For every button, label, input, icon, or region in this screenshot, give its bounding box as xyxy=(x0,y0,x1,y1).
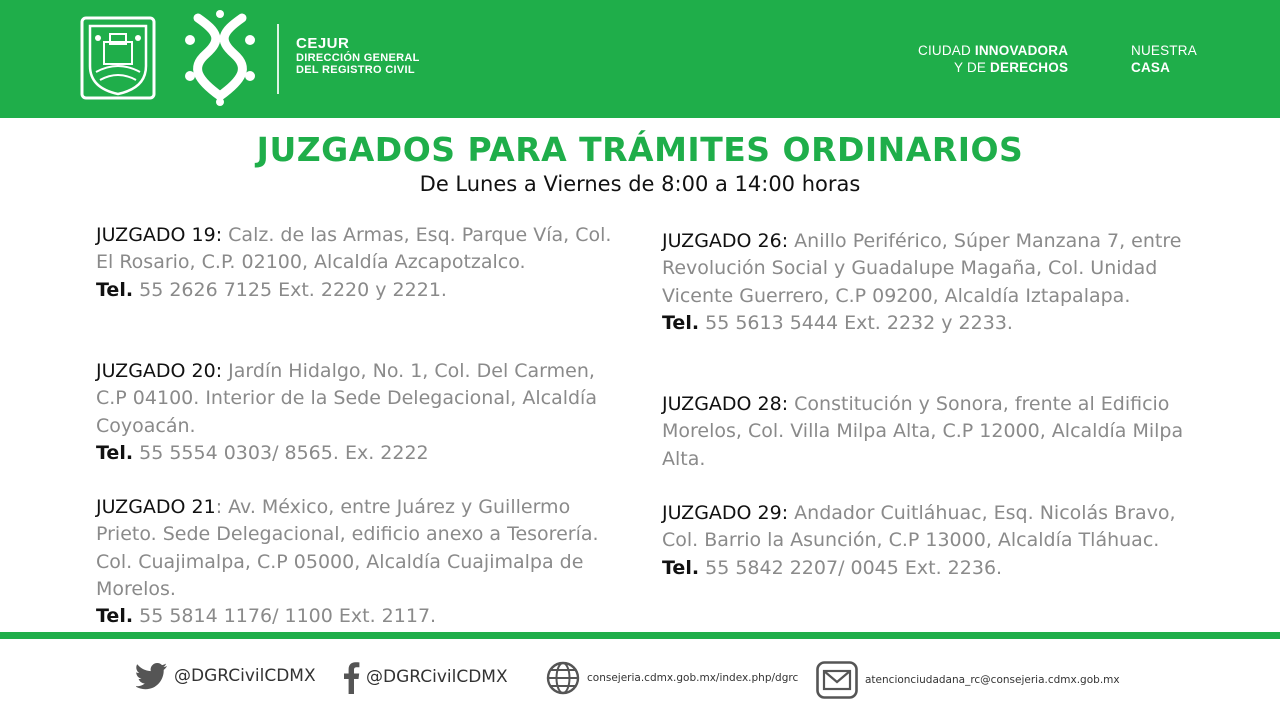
tel-label: Tel. xyxy=(662,556,700,579)
court-address: Andador Cuitláhuac, Esq. Nicolás Bravo, Col. Barrio la Asunción, C.P 13000, Alcaldía Tláhuac. xyxy=(662,502,1176,552)
cdmx-logo-icon xyxy=(178,10,262,106)
coat-of-arms-icon xyxy=(80,16,156,100)
org-block xyxy=(296,36,420,76)
tel-label: Tel. xyxy=(96,278,134,301)
court-entry xyxy=(662,228,1202,337)
facebook-icon xyxy=(342,660,360,694)
court-name: JUZGADO 26: xyxy=(662,230,789,252)
court-phone: 55 5814 1176/ 1100 Ext. 2117. xyxy=(133,605,437,628)
court-entry xyxy=(96,222,626,304)
casa-label: CASA xyxy=(1131,60,1171,75)
court-address: Jardín Hidalgo, No. 1, Col. Del Carmen, C.P 04100. Interior de la Sede Delegacional, Alcaldía Coyoacán. xyxy=(96,360,597,437)
website-url: consejeria.cdmx.gob.mx/index.php/dgrc xyxy=(587,672,799,684)
header-divider xyxy=(277,24,279,94)
org-sub-1: DIRECCIÓN GENERAL xyxy=(296,52,420,64)
slogan-1-pre: CIUDAD xyxy=(918,43,975,58)
slogan-1-bold: INNOVADORA xyxy=(974,43,1069,58)
court-address: Calz. de las Armas, Esq. Parque Vía, Col. El Rosario, C.P. 02100, Alcaldía Azcapotzalco. xyxy=(96,224,612,274)
facebook-link[interactable] xyxy=(342,660,508,694)
website-link[interactable] xyxy=(546,661,798,695)
email-link[interactable] xyxy=(816,661,1120,699)
nuestra-casa xyxy=(1131,42,1197,76)
court-address: Constitución y Sonora, frente al Edificio Morelos, Col. Villa Milpa Alta, C.P 12000, Alcaldía Milpa Alta. xyxy=(662,393,1184,470)
tel-label: Tel. xyxy=(96,605,134,628)
court-name: JUZGADO 29: xyxy=(662,502,789,524)
court-phone: 55 5842 2207/ 0045 Ext. 2236. xyxy=(699,556,1003,579)
page-title: JUZGADOS PARA TRÁMITES ORDINARIOS xyxy=(256,130,1024,169)
email-address: atencionciudadana_rc@consejeria.cdmx.gob.mx xyxy=(865,674,1120,686)
court-phone: 55 5554 0303/ 8565. Ex. 2222 xyxy=(133,441,429,464)
mail-icon xyxy=(816,661,858,699)
org-name: CEJUR xyxy=(296,35,350,52)
court-entry xyxy=(96,494,626,630)
tel-label: Tel. xyxy=(662,311,700,334)
court-name: JUZGADO 28: xyxy=(662,393,789,415)
court-entry xyxy=(662,391,1202,473)
court-name: JUZGADO 21 xyxy=(96,496,216,518)
court-entry xyxy=(96,358,626,467)
twitter-handle: @DGRCivilCDMX xyxy=(174,666,316,686)
court-entry xyxy=(662,500,1202,582)
globe-icon xyxy=(546,661,580,695)
slogan-2-bold: DERECHOS xyxy=(990,60,1069,75)
page-subtitle: De Lunes a Viernes de 8:00 a 14:00 horas xyxy=(419,172,861,196)
court-address: : Av. México, entre Juárez y Guillermo Prieto. Sede Delegacional, edificio anexo a Tesorería. Col. Cuajimalpa, C.P 05000, Alcaldía Cuajimalpa de Morelos. xyxy=(96,496,599,600)
header-banner xyxy=(0,0,1280,118)
court-phone: 55 5613 5444 Ext. 2232 y 2233. xyxy=(699,311,1013,334)
org-sub-2: DEL REGISTRO CIVIL xyxy=(296,64,415,76)
twitter-icon xyxy=(136,662,168,690)
footer-divider xyxy=(0,632,1280,639)
twitter-link[interactable] xyxy=(136,662,316,690)
footer xyxy=(0,650,1280,710)
court-name: JUZGADO 19: xyxy=(96,224,223,246)
court-phone: 55 2626 7125 Ext. 2220 y 2221. xyxy=(133,278,447,301)
slogan xyxy=(918,42,1068,76)
facebook-handle: @DGRCivilCDMX xyxy=(366,667,508,687)
slogan-2-pre: Y DE xyxy=(954,60,991,75)
court-name: JUZGADO 20: xyxy=(96,360,223,382)
nuestra-label: NUESTRA xyxy=(1131,43,1197,58)
tel-label: Tel. xyxy=(96,441,134,464)
court-address: Anillo Periférico, Súper Manzana 7, entre Revolución Social y Guadalupe Magaña, Col. Unidad Vicente Guerrero, C.P 09200, Alcaldía Iztapalapa. xyxy=(662,230,1182,307)
